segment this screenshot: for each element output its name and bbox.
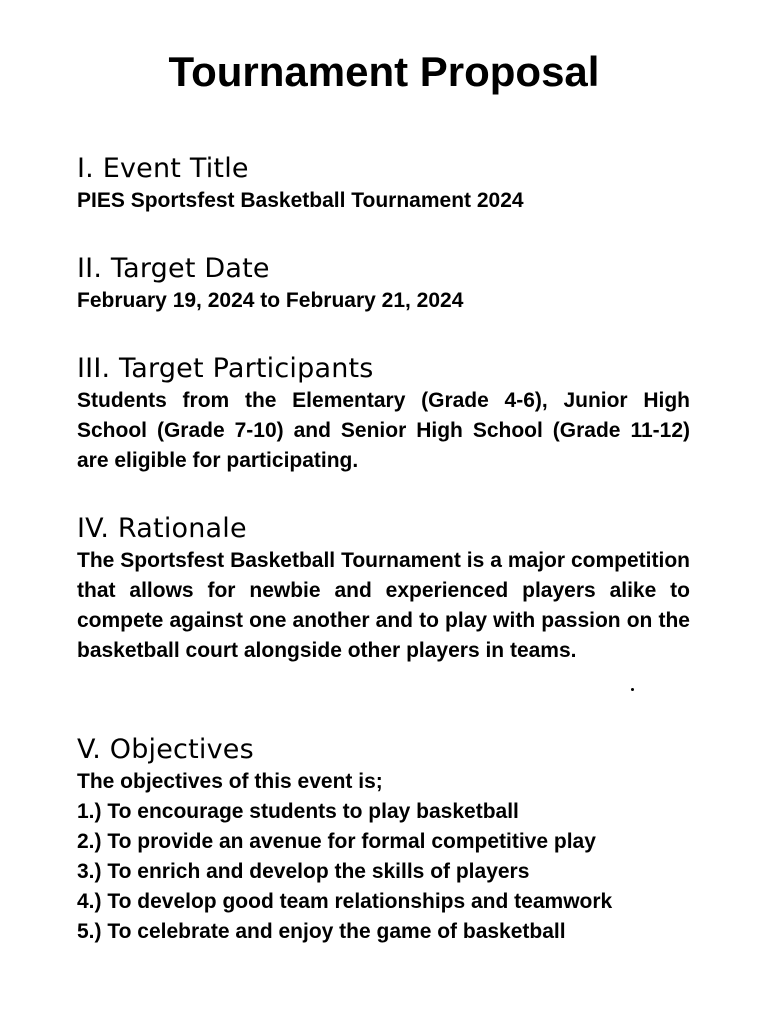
- stray-dot: [631, 688, 634, 691]
- objective-item: 4.) To develop good team relationships and teamwork: [77, 890, 613, 913]
- section-target-date: [77, 252, 690, 316]
- section-rationale: [77, 512, 690, 666]
- section-heading: II. Target Date: [77, 253, 270, 284]
- section-objectives: [77, 733, 690, 947]
- objective-item: 1.) To encourage students to play basketball: [77, 800, 519, 823]
- target-participants-text: Students from the Elementary (Grade 4-6), Junior High School (Grade 7-10) and Senior High School (Grade 11-12) are eligible for participating.: [77, 389, 690, 472]
- document-title: Tournament Proposal: [168, 48, 600, 95]
- objective-item: 2.) To provide an avenue for formal competitive play: [77, 830, 596, 853]
- rationale-text: The Sportsfest Basketball Tournament is a major competition that allows for newbie and experienced players alike to compete against one another and to play with passion on the basketball court alongside other players in teams.: [77, 549, 690, 662]
- objective-item: 5.) To celebrate and enjoy the game of basketball: [77, 920, 566, 943]
- objectives-intro: The objectives of this event is;: [77, 770, 383, 793]
- section-heading: III. Target Participants: [77, 353, 374, 384]
- section-target-participants: [77, 352, 690, 476]
- target-date-text: February 19, 2024 to February 21, 2024: [77, 289, 464, 312]
- section-heading: IV. Rationale: [77, 513, 247, 544]
- section-heading: V. Objectives: [77, 734, 254, 765]
- objective-item: 3.) To enrich and develop the skills of players: [77, 860, 530, 883]
- section-heading: I. Event Title: [77, 153, 249, 184]
- section-event-title: [77, 152, 690, 216]
- event-title-text: PIES Sportsfest Basketball Tournament 2024: [77, 189, 524, 212]
- objectives-list: [77, 797, 690, 947]
